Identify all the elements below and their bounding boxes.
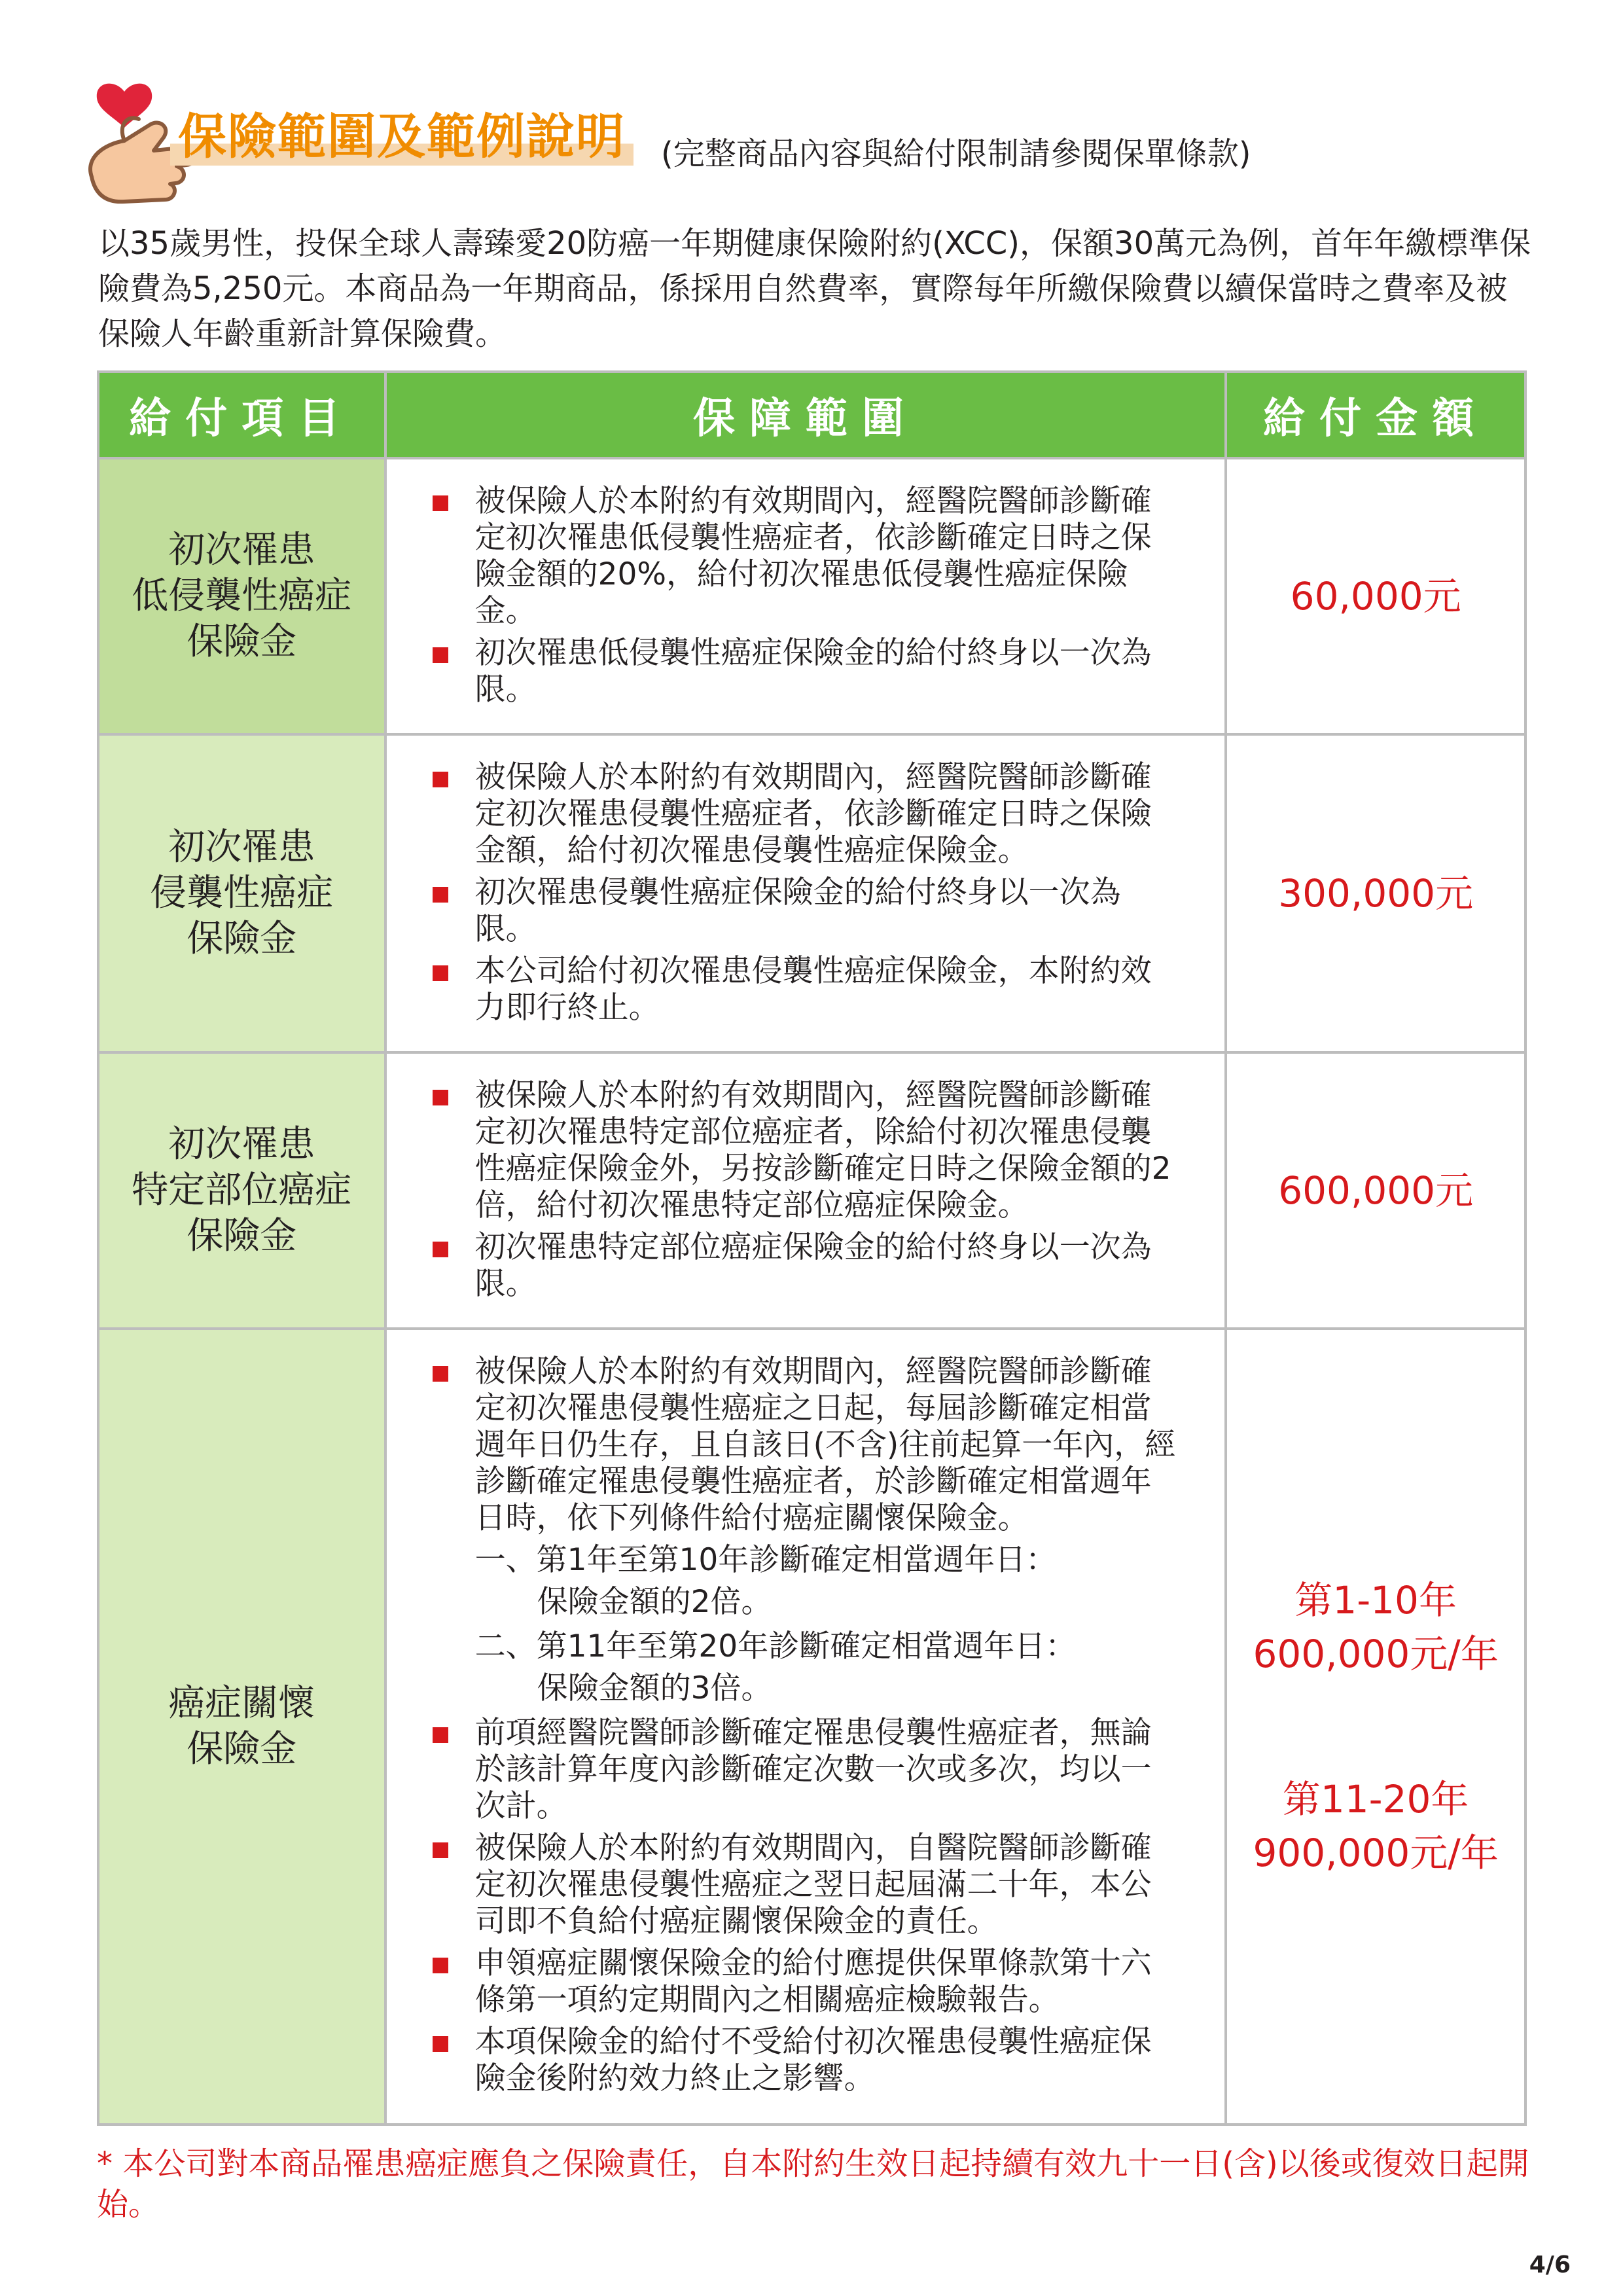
benefit-item-line: 侵襲性癌症 xyxy=(150,872,334,914)
benefit-amount: 600,000元 xyxy=(1226,1052,1525,1329)
benefit-item-line: 初次罹患 xyxy=(168,826,315,869)
coverage-cell xyxy=(385,458,1226,734)
benefit-item-line: 保險金 xyxy=(187,620,297,663)
section-subtitle: (完整商品內容與給付限制請參閱保單條款) xyxy=(661,135,1251,172)
condition-line: 二、第11年至第20年診斷確定相當週年日： xyxy=(474,1628,1077,1664)
coverage-cell xyxy=(385,734,1226,1052)
benefit-amount: 60,000元 xyxy=(1226,458,1525,734)
table-row xyxy=(98,1329,1525,2125)
benefit-amount: 300,000元 xyxy=(1226,734,1525,1052)
coverage-bullet: 被保險人於本附約有效期間內，自醫院醫師診斷確定初次罹患侵襲性癌症之翌日起屆滿二十年，本公司即不負給付癌症關懷保險金的責任。 xyxy=(433,1830,1179,1940)
table-row xyxy=(98,458,1525,734)
coverage-bullet: 申領癌症關懷保險金的給付應提供保單條款第十六條第一項約定期間內之相關癌症檢驗報告。 xyxy=(433,1945,1179,2018)
table-row xyxy=(98,1052,1525,1329)
benefit-item-cell xyxy=(98,458,385,734)
coverage-bullet: 被保險人於本附約有效期間內，經醫院醫師診斷確定初次罹患特定部位癌症者，除給付初次罹患侵襲性癌症保險金外，另按診斷確定日時之保險金額的2倍，給付初次罹患特定部位癌症保險金。 xyxy=(433,1077,1179,1224)
benefit-item-line: 低侵襲性癌症 xyxy=(132,575,352,617)
benefit-item-line: 保險金 xyxy=(187,918,297,960)
benefit-item-cell xyxy=(98,734,385,1052)
benefit-item-line: 初次罹患 xyxy=(168,1123,315,1166)
coverage-bullet: 初次罹患低侵襲性癌症保險金的給付終身以一次為限。 xyxy=(433,635,1179,708)
coverage-bullet: 初次罹患特定部位癌症保險金的給付終身以一次為限。 xyxy=(433,1229,1179,1302)
benefit-amount: 900,000元/年 xyxy=(1253,1831,1499,1875)
benefit-item-line: 初次罹患 xyxy=(168,529,315,571)
coverage-bullet: 前項經醫院醫師診斷確定罹患侵襲性癌症者，無論於該計算年度內診斷確定次數一次或多次，均以一次計。 xyxy=(433,1715,1179,1825)
intro-paragraph: 以35歲男性，投保全球人壽臻愛20防癌一年期健康保險附約(XCC)，保額30萬元為例，首年年繳標準保險費為5,250元。本商品為一年期商品，係採用自然費率，實際每年所繳保險費以續保當時之費率及被保險人年齡重新計算保險費。 xyxy=(98,225,1531,352)
benefit-item-line: 保險金 xyxy=(187,1728,297,1770)
benefit-item-cell xyxy=(98,1052,385,1329)
benefit-amount: 600,000元/年 xyxy=(1253,1632,1499,1676)
table-row xyxy=(98,734,1525,1052)
coverage-bullet: 被保險人於本附約有效期間內，經醫院醫師診斷確定初次罹患侵襲性癌症者，依診斷確定日時之保險金額，給付初次罹患侵襲性癌症保險金。 xyxy=(433,759,1179,869)
coverage-bullet: 被保險人於本附約有效期間內，經醫院醫師診斷確定初次罹患低侵襲性癌症者，依診斷確定日時之保險金額的20%，給付初次罹患低侵襲性癌症保險金。 xyxy=(433,483,1179,630)
benefit-item-cell xyxy=(98,1329,385,2125)
condition-detail: 保險金額的2倍。 xyxy=(537,1584,772,1620)
header-benefit-item: 給付項目 xyxy=(98,372,385,458)
coverage-table xyxy=(97,370,1527,2126)
section-header xyxy=(79,72,1544,216)
coverage-bullet: 本公司給付初次罹患侵襲性癌症保險金，本附約效力即行終止。 xyxy=(433,953,1179,1026)
table-header-row xyxy=(98,372,1525,458)
coverage-bullet: 本項保險金的給付不受給付初次罹患侵襲性癌症保險金後附約效力終止之影響。 xyxy=(433,2024,1179,2097)
benefit-item-line: 癌症關懷 xyxy=(168,1682,315,1725)
coverage-bullet: 被保險人於本附約有效期間內，經醫院醫師診斷確定初次罹患侵襲性癌症之日起，每屆診斷確定相當週年日仍生存，且自該日(不含)往前起算一年內，經診斷確定罹患侵襲性癌症者，於診斷確定相當週年日時，依下列條件給付癌症關懷保險金。 xyxy=(433,1354,1179,1537)
benefit-item-line: 特定部位癌症 xyxy=(132,1169,352,1211)
benefit-amount-period: 第11-20年 xyxy=(1282,1777,1469,1821)
footnote: * 本公司對本商品罹患癌症應負之保險責任，自本附約生效日起持續有效九十一日(含)以後或復效日起開始。 xyxy=(97,2145,1529,2223)
benefit-item-line: 保險金 xyxy=(187,1215,297,1257)
header-coverage-scope: 保障範圍 xyxy=(385,372,1226,458)
page-number: 4/6 xyxy=(1529,2251,1571,2278)
coverage-cell xyxy=(385,1329,1226,2125)
benefit-amount-cell xyxy=(1226,1329,1525,2125)
header-benefit-amount: 給付金額 xyxy=(1226,372,1525,458)
coverage-bullet: 初次罹患侵襲性癌症保險金的給付終身以一次為限。 xyxy=(433,874,1179,948)
section-title: 保險範圍及範例說明 xyxy=(170,98,633,171)
coverage-cell xyxy=(385,1052,1226,1329)
condition-detail: 保險金額的3倍。 xyxy=(537,1670,772,1706)
condition-line: 一、第1年至第10年診斷確定相當週年日： xyxy=(474,1542,1057,1578)
benefit-amount-period: 第1-10年 xyxy=(1294,1578,1457,1623)
spacer xyxy=(1227,1681,1524,1772)
